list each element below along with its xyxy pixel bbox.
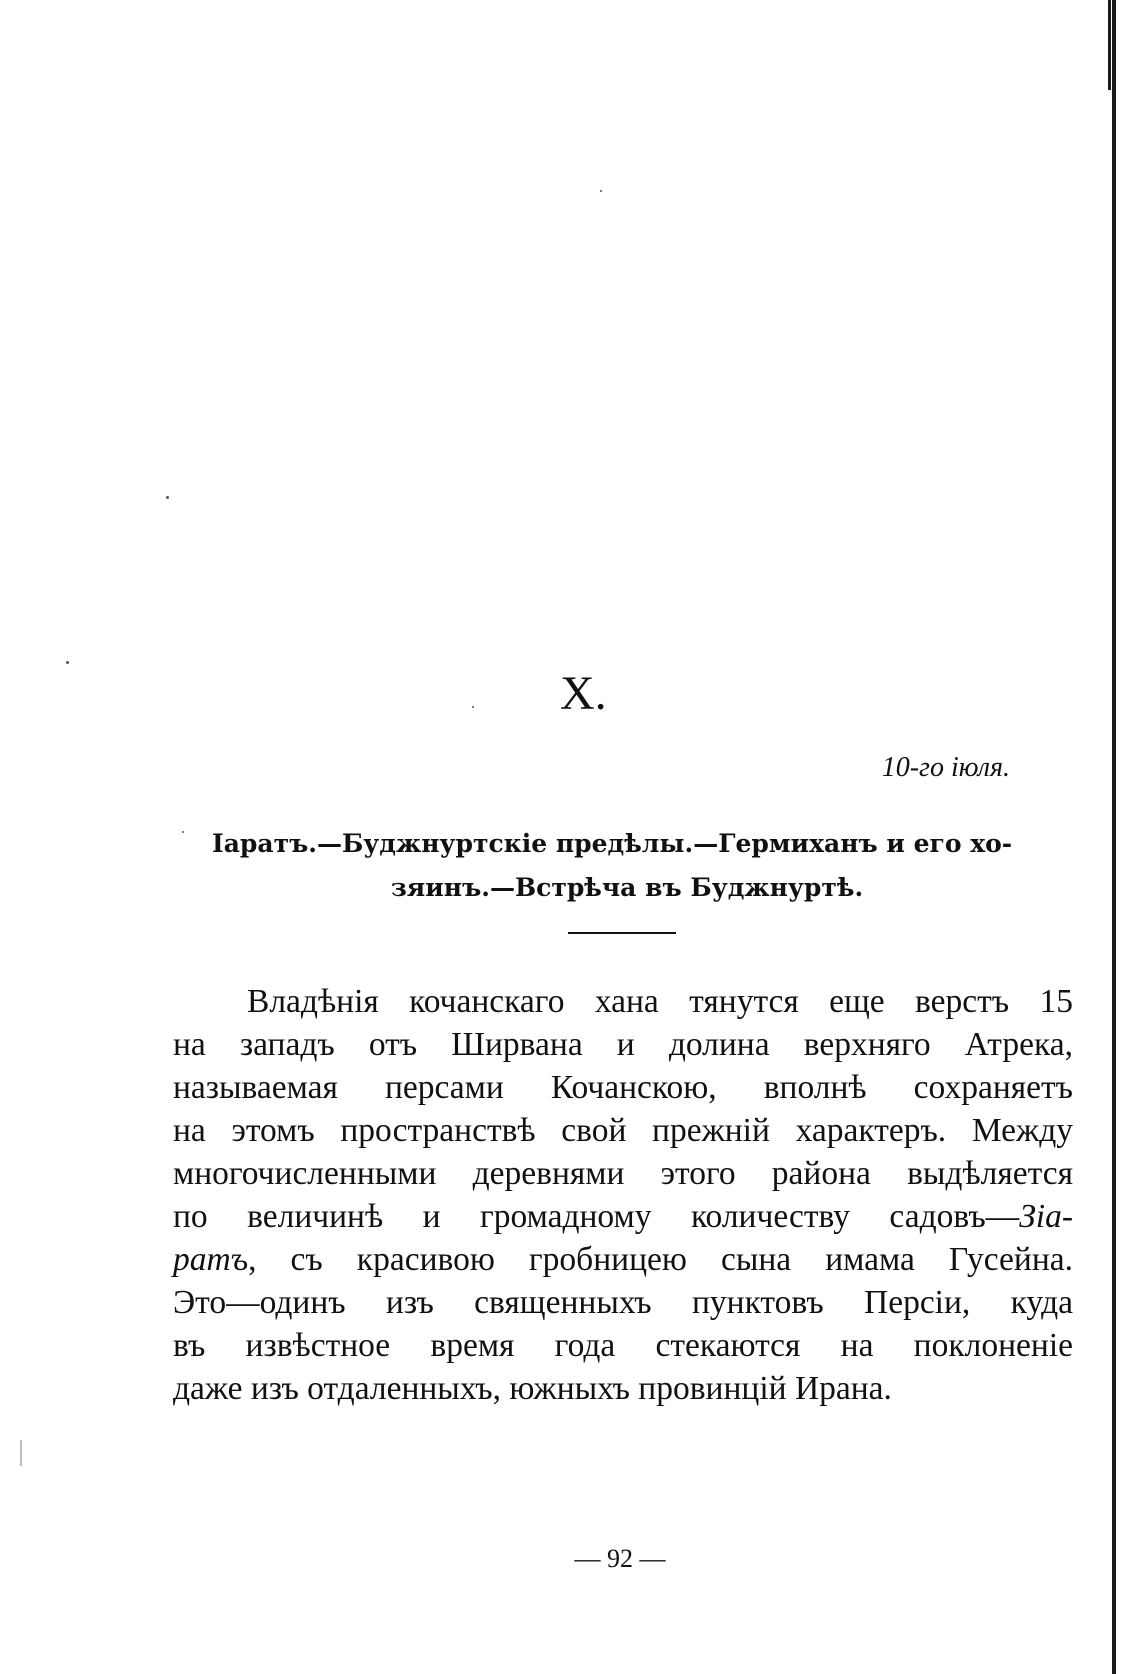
paragraph-line-text: по величинѣ и громадному количеству садовъ—	[173, 1198, 1020, 1235]
chapter-summary-line: Іаратъ.—Буджнуртскіе предѣлы.—Гермиханъ и его хо-	[212, 829, 1013, 858]
paragraph-line: Владѣнія кочанскаго хана тянутся еще верстъ 15	[247, 983, 1073, 1020]
paragraph-line-mixed	[173, 1195, 1073, 1238]
italic-place-name: Зіа-	[1019, 1198, 1073, 1235]
chapter-number: X.	[560, 667, 607, 720]
paragraph-line-text: , съ красивою гробницею сына имама Гусейна.	[248, 1241, 1073, 1278]
paragraph-line: даже изъ отдаленныхъ, южныхъ провинцій Ирана.	[173, 1370, 892, 1407]
page-edge-shadow-top	[1108, 0, 1111, 90]
scan-speck	[166, 496, 169, 499]
chapter-summary	[212, 822, 1042, 910]
scan-speck	[66, 661, 69, 664]
scan-speck	[472, 706, 474, 708]
page-edge-shadow	[1112, 0, 1116, 1674]
chapter-summary-line: зяинъ.—Встрѣча въ Буджнуртѣ.	[390, 873, 864, 902]
italic-place-name: ратъ	[173, 1241, 249, 1278]
body-paragraph	[173, 980, 1073, 1410]
paragraph-line: многочисленными деревнями этого района выдѣляется	[173, 1155, 1073, 1192]
page-number: — 92 —	[574, 1544, 666, 1573]
paragraph-line: на этомъ пространствѣ свой прежній характеръ. Между	[173, 1112, 1073, 1149]
scan-mark	[20, 1440, 22, 1466]
scan-speck	[182, 831, 184, 833]
paragraph-line-mixed	[173, 1238, 1073, 1281]
scan-speck	[600, 190, 602, 192]
paragraph-line: Это—одинъ изъ священныхъ пунктовъ Персіи, куда	[173, 1284, 1073, 1321]
paragraph-line: въ извѣстное время года стекаются на поклоненіе	[173, 1327, 1073, 1364]
chapter-date: 10-го іюля.	[881, 752, 1010, 783]
paragraph-line: называемая персами Кочанскою, вполнѣ сохраняетъ	[173, 1069, 1073, 1106]
section-divider	[568, 932, 676, 934]
paragraph-line: на западъ отъ Ширвана и долина верхняго Атрека,	[173, 1026, 1073, 1063]
